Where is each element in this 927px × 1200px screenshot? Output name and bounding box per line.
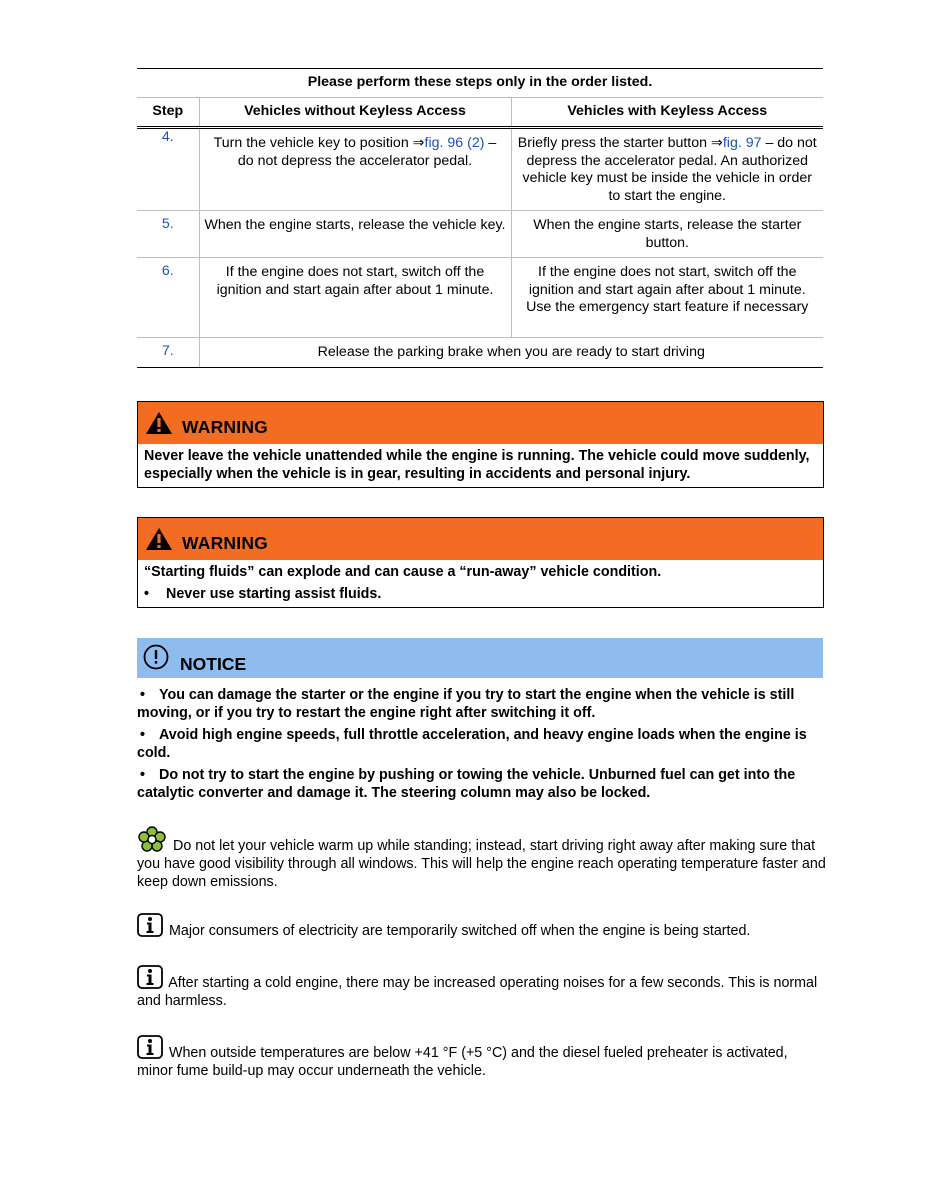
info-note-text: Major consumers of electricity are temporarily switched off when the engine is being started.: [168, 923, 751, 939]
list-item: [137, 686, 827, 722]
step-number: 6.: [137, 258, 199, 338]
step-without-keyless: [199, 128, 511, 211]
bullet: •: [144, 586, 150, 602]
warning-box-starting-fluids: [137, 517, 824, 608]
column-header-without-keyless: Vehicles without Keyless Access: [199, 98, 511, 128]
info-note: [137, 965, 827, 1010]
step-number: 4.: [137, 128, 199, 211]
warning-body: [138, 560, 823, 607]
list-item-text: Never use starting assist fluids.: [166, 586, 382, 602]
warning-text: “Starting fluids” can explode and can cause a “run-away” vehicle condition.: [144, 564, 662, 580]
step-text: Turn the vehicle key to position ⇒: [213, 135, 425, 151]
warning-title: WARNING: [182, 417, 268, 437]
list-item-text: Do not try to start the engine by pushing or towing the vehicle. Unburned fuel can get into the catalytic converter and damage it. The steering column may also be locked.: [137, 767, 796, 801]
list-item-text: You can damage the starter or the engine if you try to start the engine when the vehicle is still moving, or if you try to restart the engine right after switching it off.: [137, 687, 795, 721]
warning-header: [138, 402, 823, 444]
step-text: Briefly press the starter button ⇒: [517, 135, 723, 151]
table-row: [137, 128, 823, 211]
info-note: [137, 913, 827, 940]
steps-table: [137, 68, 823, 368]
warning-title: WARNING: [182, 533, 268, 553]
step-without-keyless: If the engine does not start, switch off the ignition and start again after about 1 minute.: [199, 258, 511, 338]
warning-header: [138, 518, 823, 560]
exclamation-circle-icon: [143, 644, 169, 670]
step-number: 7.: [137, 338, 199, 368]
warning-box-unattended: [137, 401, 824, 488]
table-caption: Please perform these steps only in the order listed.: [137, 69, 823, 98]
warning-text: Never leave the vehicle unattended while the engine is running. The vehicle could move suddenly, especially when the vehicle is in gear, resulting in accidents and personal injury.: [144, 448, 810, 482]
step-number: 5.: [137, 211, 199, 258]
environment-note: Do not let your vehicle warm up while standing; instead, start driving right away after making sure that you have good visibility through all windows. This will help the engine reach operating temperature faster and keep down emissions.: [137, 838, 826, 890]
notice-title: NOTICE: [180, 654, 247, 674]
warning-triangle-icon: [145, 411, 173, 435]
column-header-step: Step: [137, 98, 199, 128]
info-note: [137, 1035, 827, 1080]
table-row: [137, 258, 823, 338]
step-text: – do not depress the accelerator pedal. An authorized vehicle key must be inside the vehicle in order to start the engine.: [522, 135, 817, 204]
table-row: [137, 338, 823, 368]
step-with-keyless: [511, 128, 823, 211]
bullet: •: [140, 727, 146, 743]
step-both: Release the parking brake when you are ready to start driving: [199, 338, 823, 368]
figure-link[interactable]: fig. 97: [722, 135, 762, 151]
list-item: [137, 726, 827, 762]
column-header-with-keyless: Vehicles with Keyless Access: [511, 98, 823, 128]
info-note-text: When outside temperatures are below +41 °F (+5 °C) and the diesel fueled preheater is activated, minor fume build-up may occur underneath the vehicle.: [137, 1045, 788, 1079]
step-with-keyless: When the engine starts, release the starter button.: [511, 211, 823, 258]
notice-header: [137, 638, 823, 678]
list-item: [144, 585, 817, 603]
list-item: [137, 766, 827, 802]
warning-triangle-icon: [145, 527, 173, 551]
step-without-keyless: When the engine starts, release the vehicle key.: [199, 211, 511, 258]
step-text: – do not depress the accelerator pedal.: [237, 135, 497, 169]
notice-list: [137, 686, 827, 806]
figure-link[interactable]: fig. 96 (2): [424, 135, 485, 151]
step-with-keyless: If the engine does not start, switch off the ignition and start again after about 1 minute. Use the emergency start feature if necessary: [511, 258, 823, 338]
info-icon: [137, 965, 165, 989]
table-row: [137, 211, 823, 258]
bullet: •: [140, 687, 146, 703]
list-item-text: Avoid high engine speeds, full throttle acceleration, and heavy engine loads when the engine is cold.: [137, 727, 807, 761]
info-icon: [137, 913, 165, 937]
info-note-text: After starting a cold engine, there may be increased operating noises for a few seconds. This is normal and harmless.: [137, 975, 818, 1009]
bullet: •: [140, 767, 146, 783]
info-icon: [137, 1035, 165, 1059]
